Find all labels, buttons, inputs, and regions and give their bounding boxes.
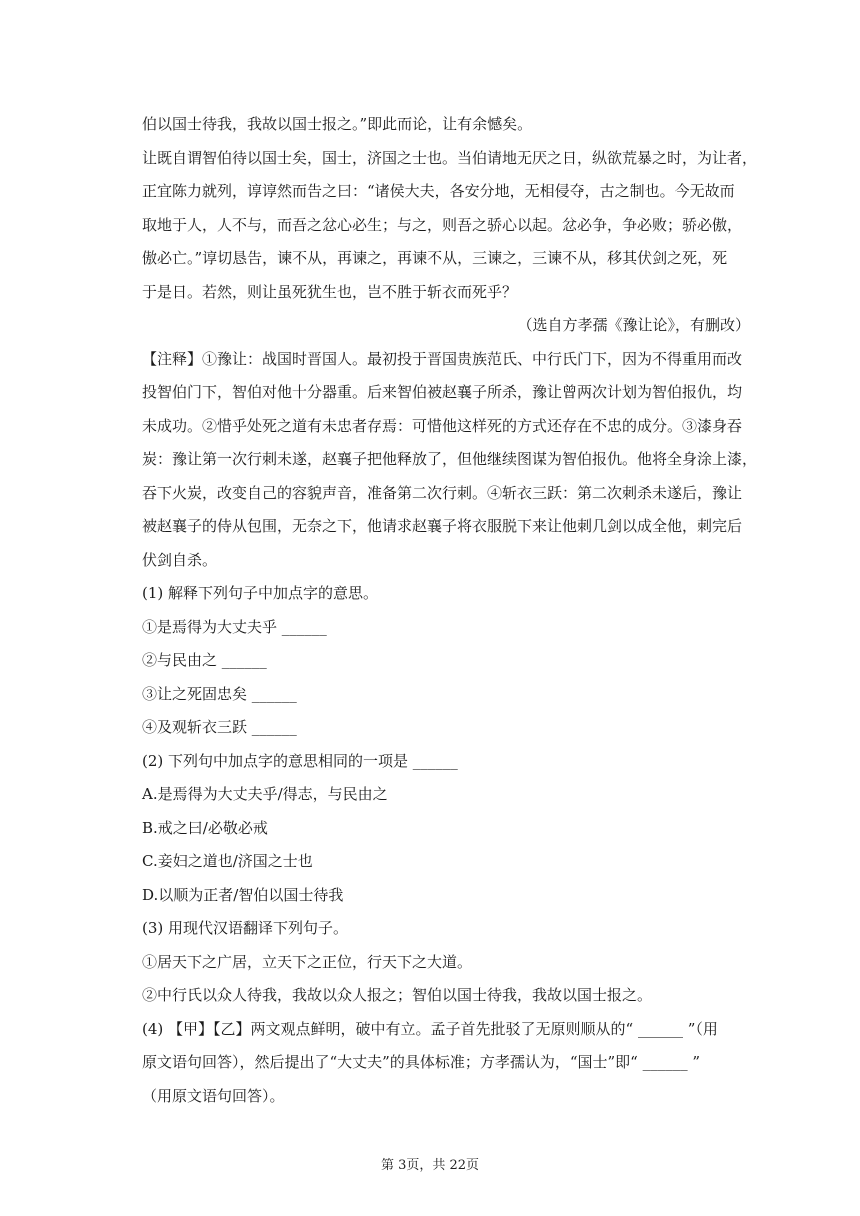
passage-line: 取地于人，人不与，而吾之忿心必生；与之，则吾之骄心以起。忿必争，争必败；骄必傲， [142,215,743,234]
note-line: 【注释】①豫让：战国时晋国人。最初投于晋国贵族范氏、中行氏门下，因为不得重用而改 [142,349,743,368]
question-item: ③让之死固忠矣 ______ [142,684,297,703]
question-stem: （用原文语句回答）。 [142,1086,285,1105]
note-line: 伏剑自杀。 [142,550,218,569]
note-line: 被赵襄子的侍从包围，无奈之下，他请求赵襄子将衣服脱下来让他刺几剑以成全他，刺完后 [142,517,743,535]
passage-line: 傲必亡。”谆切恳告，谏不从，再谏之，再谏不从，三谏之，三谏不从，移其伏剑之死，死 [142,249,728,267]
question-2 [142,745,750,913]
note-line: 投智伯门下，智伯对他十分器重。后来智伯被赵襄子所杀，豫让曾两次计划为智伯报仇，均 [142,383,743,401]
question-4 [142,1013,750,1114]
annotation-notes [142,343,758,578]
passage-line: 伯以国士待我，我故以国士报之。”即此而论，让有余憾矣。 [142,115,533,133]
question-item: ①是焉得为大丈夫乎 ______ [142,617,327,636]
question-item: ④及观斩衣三跃 ______ [142,718,297,736]
note-line: 炭：豫让第一次行刺未遂，赵襄子把他释放了，但他继续图谋为智伯报仇。他将全身涂上漆， [142,450,758,468]
question-stem: (2) 下列句中加点字的意思相同的一项是 ______ [142,751,458,770]
passage-line: 正宜陈力就列，谆谆然而告之曰：“诸侯大夫，各安分地，无相侵夺，古之制也。今无故而 [142,182,735,200]
source-citation: （选自方孝孺《豫让论》，有删改） [517,316,750,334]
option-c: C.妾妇之道也/济国之士也 [142,852,313,870]
passage-line: 于是日。若然，则让虽死犹生也，岂不胜于斩衣而死乎？ [142,282,518,301]
question-stem: (4) 【甲】【乙】两文观点鲜明，破中有立。孟子首先批驳了无原则顺从的“ ______ ”（用 [142,1019,718,1038]
page-footer: 第 3页，共 22页 [380,1158,480,1173]
option-b: B.戒之曰/必敬必戒 [142,818,268,837]
question-stem: 原文语句回答），然后提出了“大丈夫”的具体标准；方孝孺认为，“国士”即“ ______ ” [142,1053,701,1071]
question-item: ①居天下之广居，立天下之正位，行天下之大道。 [142,952,473,971]
question-stem: (1) 解释下列句子中加点字的意思。 [142,584,379,602]
question-1 [142,577,750,745]
question-3 [142,912,750,1013]
note-line: 未成功。②惜乎处死之道有未忠者存焉：可惜他这样死的方式还存在不忠的成分。③漆身吞 [142,416,743,435]
passage-paragraph [142,142,758,310]
document-page [142,108,758,1113]
note-line: 吞下火炭，改变自己的容貌声音，准备第二次行刺。④斩衣三跃：第二次刺杀未遂后，豫让 [142,483,743,502]
option-a: A.是焉得为大丈夫乎/得志，与民由之 [142,785,388,803]
question-item: ②中行氏以众人待我，我故以众人报之；智伯以国士待我，我故以国士报之。 [142,986,653,1004]
question-item: ②与民由之 ______ [142,651,267,669]
option-d: D.以顺为正者/智伯以国士待我 [142,885,344,904]
question-stem: (3) 用现代汉语翻译下列句子。 [142,919,349,937]
passage-line: 让既自谓智伯待以国士矣，国士，济国之士也。当伯请地无厌之日，纵欲荒暴之时，为让者， [142,148,758,167]
